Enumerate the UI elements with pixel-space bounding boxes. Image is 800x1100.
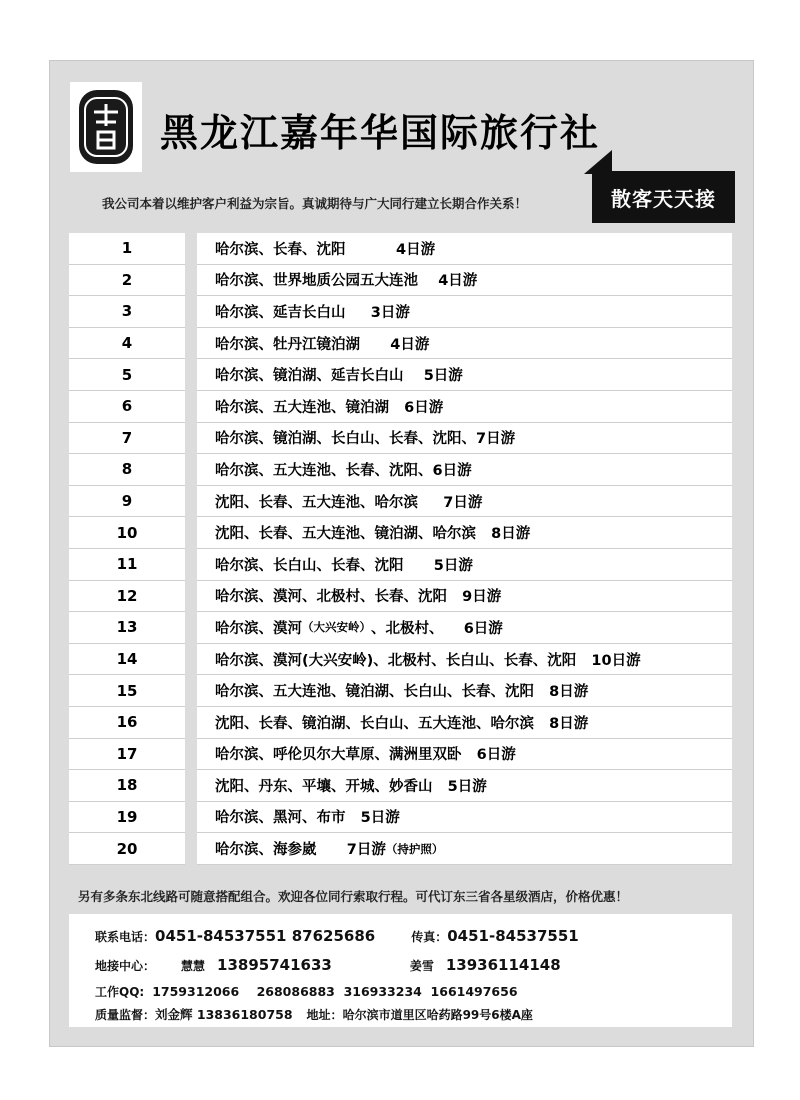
tour-row [69,423,732,455]
tour-route [197,833,732,865]
qq-label: 工作QQ: [95,985,145,999]
tour-route [197,296,732,328]
tour-route [197,454,732,486]
supervisor-label: 质量监督： [95,1008,156,1022]
tour-route-text: 沈阳、长春、五大连池、哈尔滨 7日游 [215,494,483,511]
tour-route [197,391,732,423]
tour-number: 11 [69,549,185,581]
tour-number: 20 [69,833,185,865]
tour-number: 3 [69,296,185,328]
tour-list [69,233,732,865]
tour-row [69,328,732,360]
tour-number: 4 [69,328,185,360]
tour-route [197,739,732,771]
person2-name: 姜雪 [409,959,434,973]
tour-number: 1 [69,233,185,265]
center-label: 地接中心： [95,959,156,973]
tour-number: 15 [69,675,185,707]
fax-value: 0451-84537551 [447,927,579,945]
tour-route-text: 哈尔滨、五大连池、镜泊湖、长白山、长春、沈阳 8日游 [215,684,589,701]
tour-row [69,802,732,834]
tour-number: 6 [69,391,185,423]
tour-row [69,739,732,771]
tour-row [69,707,732,739]
tour-row [69,612,732,644]
tour-route [197,802,732,834]
tour-route [197,359,732,391]
tour-route-text: 沈阳、长春、五大连池、镜泊湖、哈尔滨 8日游 [215,526,531,543]
tour-route-text: 哈尔滨、黑河、布市 5日游 [215,810,400,827]
tour-number: 16 [69,707,185,739]
contact-line-supervision [95,1004,533,1023]
tour-number: 12 [69,581,185,613]
tour-number: 10 [69,517,185,549]
tour-row [69,644,732,676]
contact-line-qq [95,981,518,1000]
tour-row [69,549,732,581]
tour-number: 14 [69,644,185,676]
tour-route [197,265,732,297]
person1-phone: 13895741633 [217,956,332,974]
tour-route-text: 哈尔滨、长白山、长春、沈阳 5日游 [215,557,473,574]
tour-route-text: 哈尔滨、呼伦贝尔大草原、满洲里双卧 6日游 [215,747,516,764]
tour-route [197,549,732,581]
tour-route [197,707,732,739]
supervisor-value: 刘金辉 13836180758 [155,1007,293,1022]
company-title: 黑龙江嘉年华国际旅行社 [160,111,601,155]
tour-number: 8 [69,454,185,486]
tour-route-text: 沈阳、长春、镜泊湖、长白山、五大连池、哈尔滨 8日游 [215,715,589,732]
seal-icon [70,82,142,172]
tour-number: 19 [69,802,185,834]
tour-route [197,233,732,265]
tour-route [197,770,732,802]
tour-route [197,486,732,518]
contact-panel [69,914,732,1027]
tour-route-text: 哈尔滨、镜泊湖、长白山、长春、沈阳、7日游 [215,431,516,448]
person2-phone: 13936114148 [445,956,561,974]
tour-number: 5 [69,359,185,391]
tour-row [69,454,732,486]
tour-route [197,581,732,613]
tour-route-text: 哈尔滨、五大连池、长春、沈阳、6日游 [215,462,472,479]
qq-value: 1759312066 268086883 316933234 1661497656 [152,984,518,999]
tour-route [197,612,732,644]
tour-number: 9 [69,486,185,518]
tour-row [69,391,732,423]
tour-route-text: 哈尔滨、海参崴 7日游 [215,842,386,859]
tour-route-text: 沈阳、丹东、平壤、开城、妙香山 5日游 [215,778,487,795]
tour-route-text: 哈尔滨、漠河(大兴安岭)、北极村、长白山、长春、沈阳 10日游 [215,652,641,669]
fax-label: 传真： [411,930,448,944]
tour-route-text: 哈尔滨、漠河 [215,620,302,637]
tour-row [69,517,732,549]
badge-daily-tours: 散客天天接 [592,171,735,223]
tour-number: 13 [69,612,185,644]
tour-route [197,328,732,360]
tour-row [69,675,732,707]
tour-row [69,486,732,518]
tour-number: 2 [69,265,185,297]
company-seal-logo [70,82,142,172]
tour-row [69,359,732,391]
tour-number: 17 [69,739,185,771]
extra-note: 另有多条东北线路可随意搭配组合。欢迎各位同行索取行程。可代订东三省各星级酒店，价格优惠！ [78,889,629,904]
phone-label: 联系电话： [95,930,156,944]
tour-route-note: （持护照） [385,841,444,856]
person1-name: 慧慧 [181,959,206,973]
contact-line-center [95,955,561,974]
tour-row [69,265,732,297]
tour-number: 7 [69,423,185,455]
tour-route-note: （大兴安岭） [302,620,371,635]
tour-route-text: 哈尔滨、五大连池、镜泊湖 6日游 [215,399,444,416]
tour-row [69,233,732,265]
tour-row [69,770,732,802]
tour-route-text: 哈尔滨、世界地质公园五大连池 4日游 [215,273,478,290]
tour-route-text: 哈尔滨、镜泊湖、延吉长白山 5日游 [215,368,463,385]
tour-number: 18 [69,770,185,802]
tour-route [197,675,732,707]
tour-route [197,423,732,455]
tour-route-text: 哈尔滨、牡丹江镜泊湖 4日游 [215,336,430,353]
address-value: 哈尔滨市道里区哈药路99号6楼A座 [342,1008,533,1022]
address-label: 地址： [306,1008,343,1022]
contact-line-phone [95,926,579,945]
tour-row [69,296,732,328]
phone-value: 0451-84537551 87625686 [155,927,376,945]
tour-route-text: 哈尔滨、漠河、北极村、长春、沈阳 9日游 [215,589,502,606]
tour-row [69,833,732,865]
tour-route [197,517,732,549]
company-slogan: 我公司本着以维护客户利益为宗旨。真诚期待与广大同行建立长期合作关系！ [102,196,528,211]
tour-route [197,644,732,676]
tour-route-text: 哈尔滨、长春、沈阳 4日游 [215,241,436,258]
tour-row [69,581,732,613]
tour-route-text-after: 、北极村、 6日游 [371,620,503,637]
tour-route-text: 哈尔滨、延吉长白山 3日游 [215,304,410,321]
